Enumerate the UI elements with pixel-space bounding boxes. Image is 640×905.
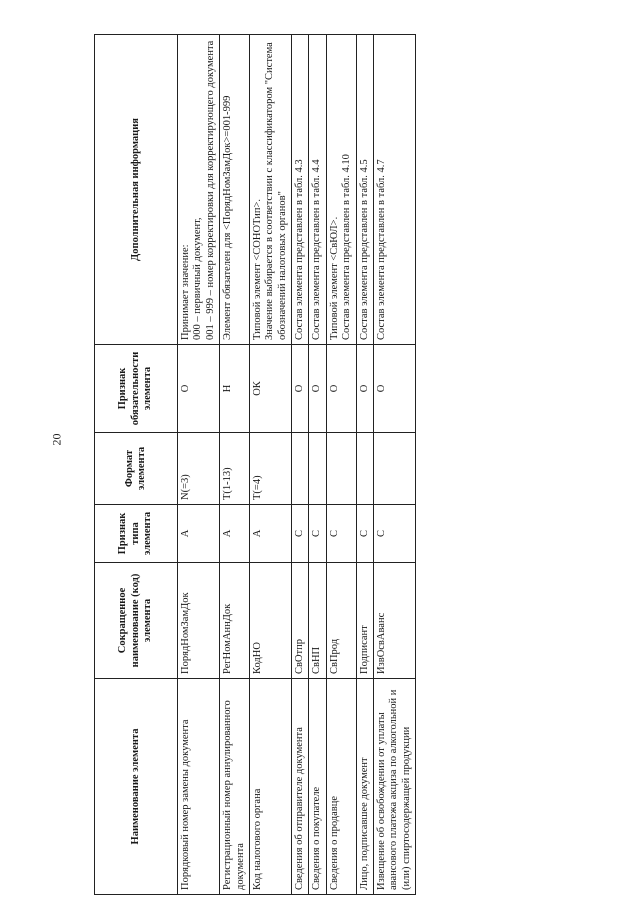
cell-format: T(1-13) — [220, 433, 250, 505]
page-number: 20 — [49, 433, 64, 446]
table-row — [373, 35, 415, 895]
cell-name: Лицо, подписавшее документ — [356, 679, 373, 895]
cell-type: С — [373, 505, 415, 563]
cell-code: СвОтпр — [292, 563, 309, 679]
cell-format — [309, 433, 326, 505]
header-element-type: Признак типа элемента — [95, 505, 178, 563]
cell-format — [326, 433, 356, 505]
cell-format — [373, 433, 415, 505]
cell-info: Типовой элемент <СОНОТип>. Значение выбирается в соответствии с классификатором "Система обозначений налоговых органов" — [249, 35, 291, 345]
cell-type: С — [309, 505, 326, 563]
cell-type: А — [249, 505, 291, 563]
cell-format: T(=4) — [249, 433, 291, 505]
header-element-name: Наименование элемента — [95, 679, 178, 895]
cell-name: Сведения об отправителе документа — [292, 679, 309, 895]
header-element-code: Сокращенное наименование (код) элемента — [95, 563, 178, 679]
cell-required: О — [373, 345, 415, 433]
cell-format: N(=3) — [178, 433, 220, 505]
elements-table — [94, 34, 416, 895]
cell-info: Принимает значение: 000 – первичный документ, 001 – 999 – номер корректировки для корректирующего документа — [178, 35, 220, 345]
cell-code: ИзвОсвАванс — [373, 563, 415, 679]
cell-required: О — [309, 345, 326, 433]
table-row — [326, 35, 356, 895]
cell-required: О — [356, 345, 373, 433]
cell-type: С — [356, 505, 373, 563]
cell-name: Сведения о продавце — [326, 679, 356, 895]
cell-name: Код налогового органа — [249, 679, 291, 895]
cell-name: Порядковый номер замены документа — [178, 679, 220, 895]
header-element-format: Формат элемента — [95, 433, 178, 505]
cell-name: Регистрационный номер аннулированного документа — [220, 679, 250, 895]
table-row — [356, 35, 373, 895]
cell-type: С — [292, 505, 309, 563]
cell-required: Н — [220, 345, 250, 433]
cell-code: СвПрод — [326, 563, 356, 679]
cell-format — [292, 433, 309, 505]
cell-name: Извещение об освобождении от уплаты авансового платежа акциза по алкогольной и (или) спиртосодержащей продукции — [373, 679, 415, 895]
table-row — [220, 35, 250, 895]
table-row — [249, 35, 291, 895]
cell-name: Сведения о покупателе — [309, 679, 326, 895]
table-row — [178, 35, 220, 895]
cell-required: ОК — [249, 345, 291, 433]
cell-code: ПорядНомЗамДок — [178, 563, 220, 679]
table-row — [292, 35, 309, 895]
header-additional-info: Дополнительная информация — [95, 35, 178, 345]
cell-info: Типовой элемент <СвЮЛ>. Состав элемента представлен в табл. 4.10 — [326, 35, 356, 345]
cell-type: А — [220, 505, 250, 563]
table-header-row — [95, 35, 178, 895]
cell-type: С — [326, 505, 356, 563]
cell-info: Состав элемента представлен в табл. 4.3 — [292, 35, 309, 345]
cell-info: Состав элемента представлен в табл. 4.4 — [309, 35, 326, 345]
cell-required: О — [326, 345, 356, 433]
cell-code: Подписант — [356, 563, 373, 679]
table-row — [309, 35, 326, 895]
cell-info: Состав элемента представлен в табл. 4.7 — [373, 35, 415, 345]
cell-type: А — [178, 505, 220, 563]
cell-info: Состав элемента представлен в табл. 4.5 — [356, 35, 373, 345]
cell-code: РегНомАннДок — [220, 563, 250, 679]
cell-info: Элемент обязателен для <ПорядНомЗамДок>=001-999 — [220, 35, 250, 345]
cell-code: КодНО — [249, 563, 291, 679]
cell-format — [356, 433, 373, 505]
cell-code: СвНП — [309, 563, 326, 679]
header-element-required: Признак обязательности элемента — [95, 345, 178, 433]
document-sheet — [94, 35, 466, 895]
cell-required: О — [292, 345, 309, 433]
rotated-table-wrapper — [94, 35, 466, 895]
cell-required: О — [178, 345, 220, 433]
